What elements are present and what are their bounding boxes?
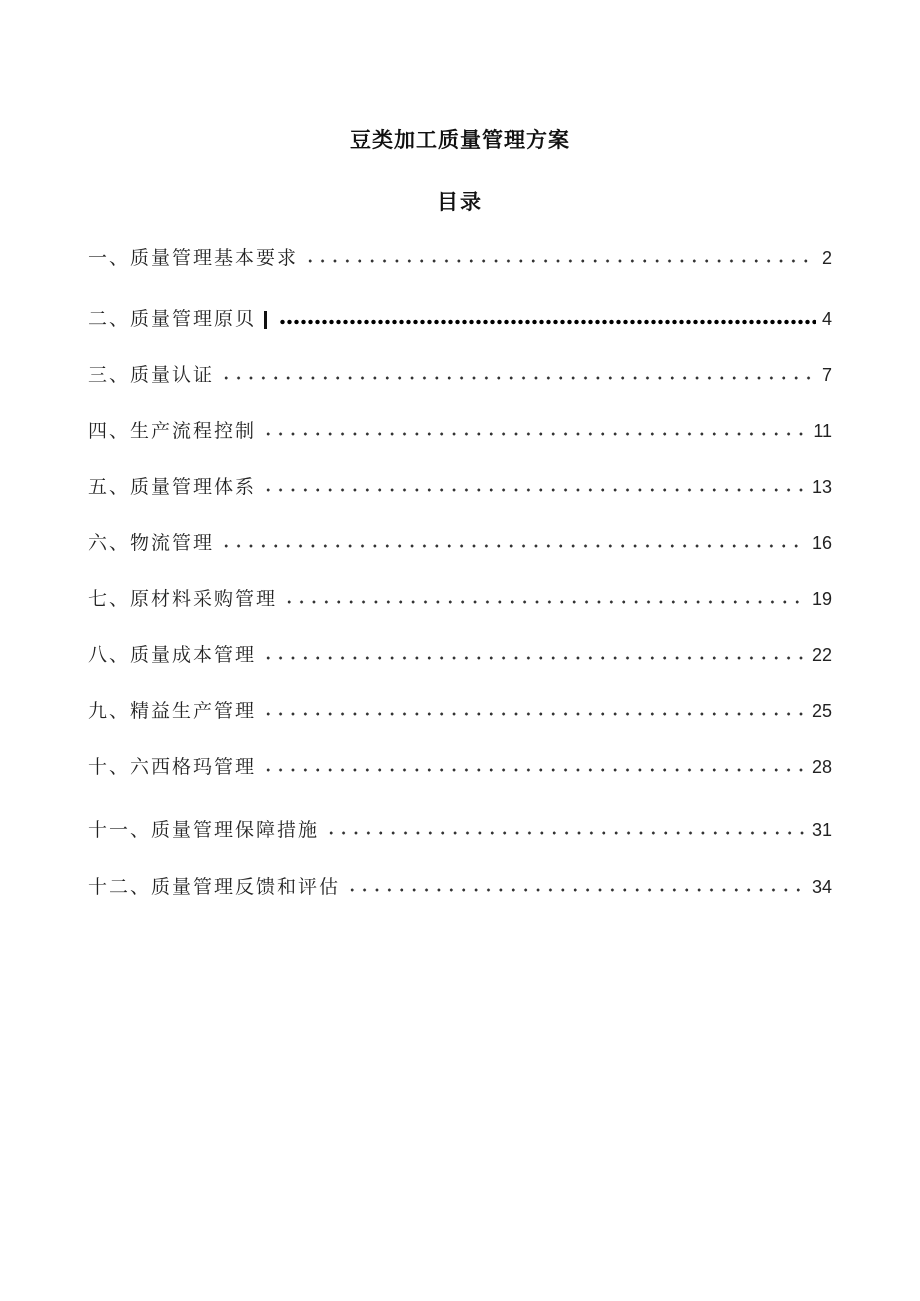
toc-entry-label: 三、质量认证: [88, 364, 215, 386]
toc-dot-leader: [262, 654, 806, 662]
toc-entry[interactable]: [88, 753, 832, 781]
toc-dot-leader: [279, 318, 816, 326]
toc-entry-label: 十二、质量管理反馈和评估: [88, 876, 341, 898]
toc-entry-page: 25: [811, 701, 832, 721]
toc-entry-page: 19: [811, 589, 832, 609]
toc-entry-page: 13: [811, 477, 832, 497]
toc-entry[interactable]: [88, 585, 832, 613]
toc-entry[interactable]: [88, 873, 832, 901]
toc-entry-page: 28: [811, 757, 832, 777]
toc-entry-page: 16: [811, 533, 832, 553]
toc-dot-leader: [304, 257, 816, 265]
toc-entry[interactable]: [88, 244, 832, 272]
toc-entry-label: 五、质量管理体系: [88, 476, 257, 498]
toc-entry-label: 七、原材料采购管理: [88, 588, 278, 610]
toc-entry[interactable]: [88, 816, 832, 844]
text-cursor-mark: [264, 311, 267, 329]
toc-entry[interactable]: [88, 529, 832, 557]
toc-dot-leader: [262, 710, 806, 718]
toc-entry[interactable]: [88, 641, 832, 669]
toc-entry-page: 34: [811, 877, 832, 897]
toc-dot-leader: [220, 374, 816, 382]
toc-dot-leader: [262, 766, 806, 774]
toc-entry-label: 十、六西格玛管理: [88, 756, 257, 778]
toc-entry-label: 四、生产流程控制: [88, 420, 257, 442]
toc-entry[interactable]: [88, 473, 832, 501]
toc-entry[interactable]: [88, 361, 832, 389]
toc-entry-label: 九、精益生产管理: [88, 700, 257, 722]
toc-entry-page: 4: [821, 309, 832, 329]
toc-entry-label: 六、物流管理: [88, 532, 215, 554]
toc-entry-label: 十一、质量管理保障措施: [88, 819, 320, 841]
toc-entry-label: 二、质量管理原贝: [88, 308, 257, 330]
toc-dot-leader: [346, 886, 806, 894]
toc-dot-leader: [220, 542, 806, 550]
toc-entry-label: 一、质量管理基本要求: [88, 247, 299, 269]
toc-entry-page: 31: [811, 820, 832, 840]
toc-dot-leader: [325, 829, 806, 837]
toc-entry-page: 11: [813, 421, 832, 441]
toc-entry-page: 22: [811, 645, 832, 665]
document-title: 豆类加工质量管理方案: [350, 128, 570, 152]
toc-heading: 目录: [437, 190, 483, 214]
toc-entry[interactable]: [88, 417, 832, 445]
toc-dot-leader: [262, 430, 807, 438]
toc-dot-leader: [262, 486, 806, 494]
toc-entry[interactable]: [88, 697, 832, 725]
toc-dot-leader: [283, 598, 806, 606]
toc-entry-label: 八、质量成本管理: [88, 644, 257, 666]
toc-entry-page: 7: [821, 365, 832, 385]
toc-entry[interactable]: [88, 305, 832, 333]
toc-entry-page: 2: [821, 248, 832, 268]
